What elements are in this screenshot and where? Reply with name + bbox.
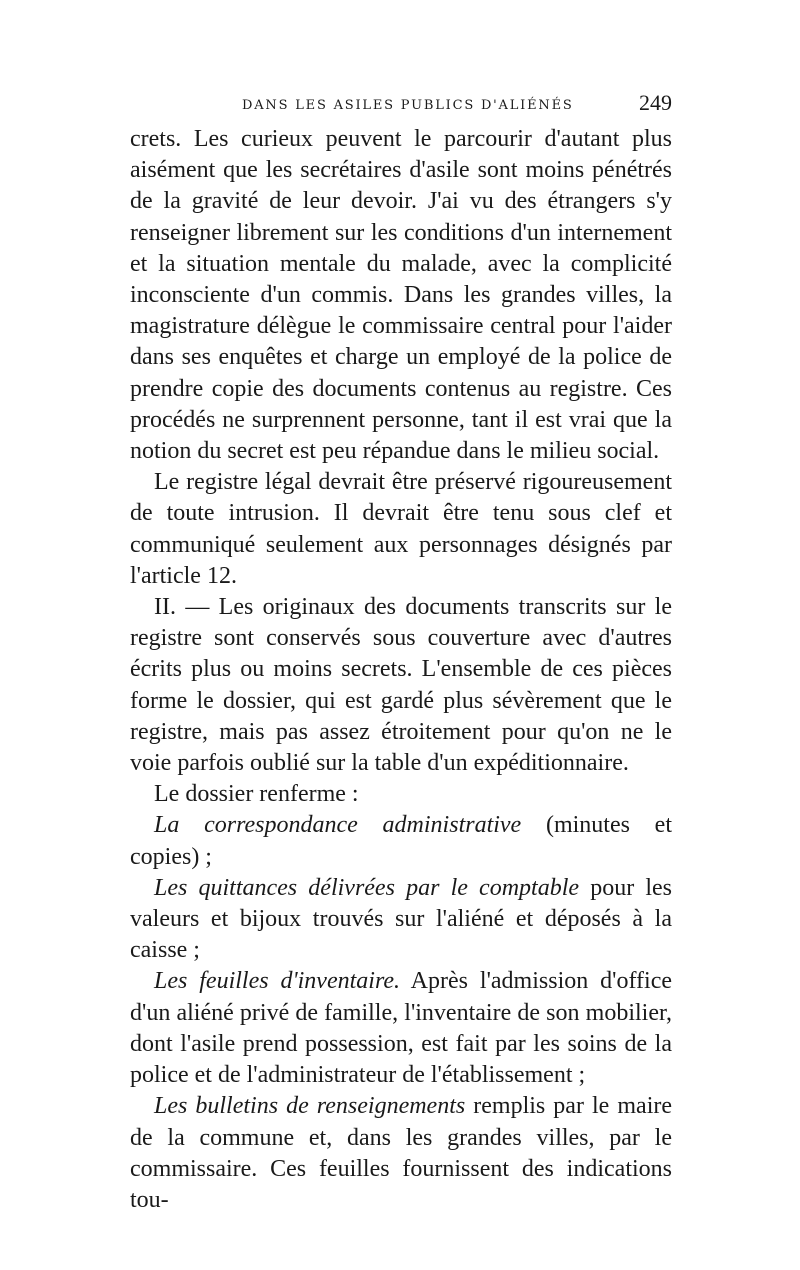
item-title: La correspondance administrative [154,812,522,839]
running-head: DANS LES ASILES PUBLICS D'ALIÉNÉS [242,98,574,113]
item-title: Les quittances délivrées par le comptable [154,874,580,901]
list-item: Les bulletins de renseignements remplis par le maire de la commune et, dans les grandes villes, par le commissaire. Ces feuilles fournissent des indications tou- [130,1093,673,1213]
page-number: 249 [639,90,672,115]
page-header [130,90,672,124]
paragraph: Le registre légal devrait être préservé rigoureusement de toute intrusion. Il devrait être tenu sous clef et communiqué seulement aux personnages désignés par l'article 12. [130,469,672,589]
paragraph: Le dossier renferme : [154,781,359,808]
paragraph: II. — Les originaux des documents transcrits sur le registre sont conservés sous couverture avec d'autres écrits plus ou moins secrets. L'ensemble de ces pièces forme le dossier, qui est gardé plus sévèrement que le registre, mais pas assez étroitement pour qu'on ne le voie parfois oublié sur la table d'un expéditionnaire. [130,594,672,777]
list-item: Les feuilles d'inventaire. Après l'admission d'office d'un aliéné privé de famille, l'inventaire de son mobilier, dont l'asile prend possession, est fait par les soins de la police et de l'administrateur de l'établissement ; [130,968,673,1089]
item-title: Les feuilles d'inventaire. [154,968,401,995]
body-text [130,124,672,1216]
list-item: Les quittances délivrées par le comptable pour les valeurs et bijoux trouvés sur l'aliéné et déposés à la caisse ; [130,874,672,964]
list-item: La correspondance administrative (minutes et copies) ; [130,812,672,870]
book-page [130,90,672,1216]
item-title: Les bulletins de renseignements [154,1093,466,1120]
paragraph: crets. Les curieux peuvent le parcourir d'autant plus aisément que les secrétaires d'asile sont moins pénétrés de la gravité de leur devoir. J'ai vu des étrangers s'y renseigner librement sur les conditions d'un internement et la situation mentale du malade, avec la complicité inconsciente d'un commis. Dans les grandes villes, la magistrature délègue le commissaire central pour l'aider dans ses enquêtes et charge un employé de la police de prendre copie des documents contenus au registre. Ces procédés ne surprennent personne, tant il est vrai que la notion du secret est peu répandue dans le milieu social. [130,126,672,465]
